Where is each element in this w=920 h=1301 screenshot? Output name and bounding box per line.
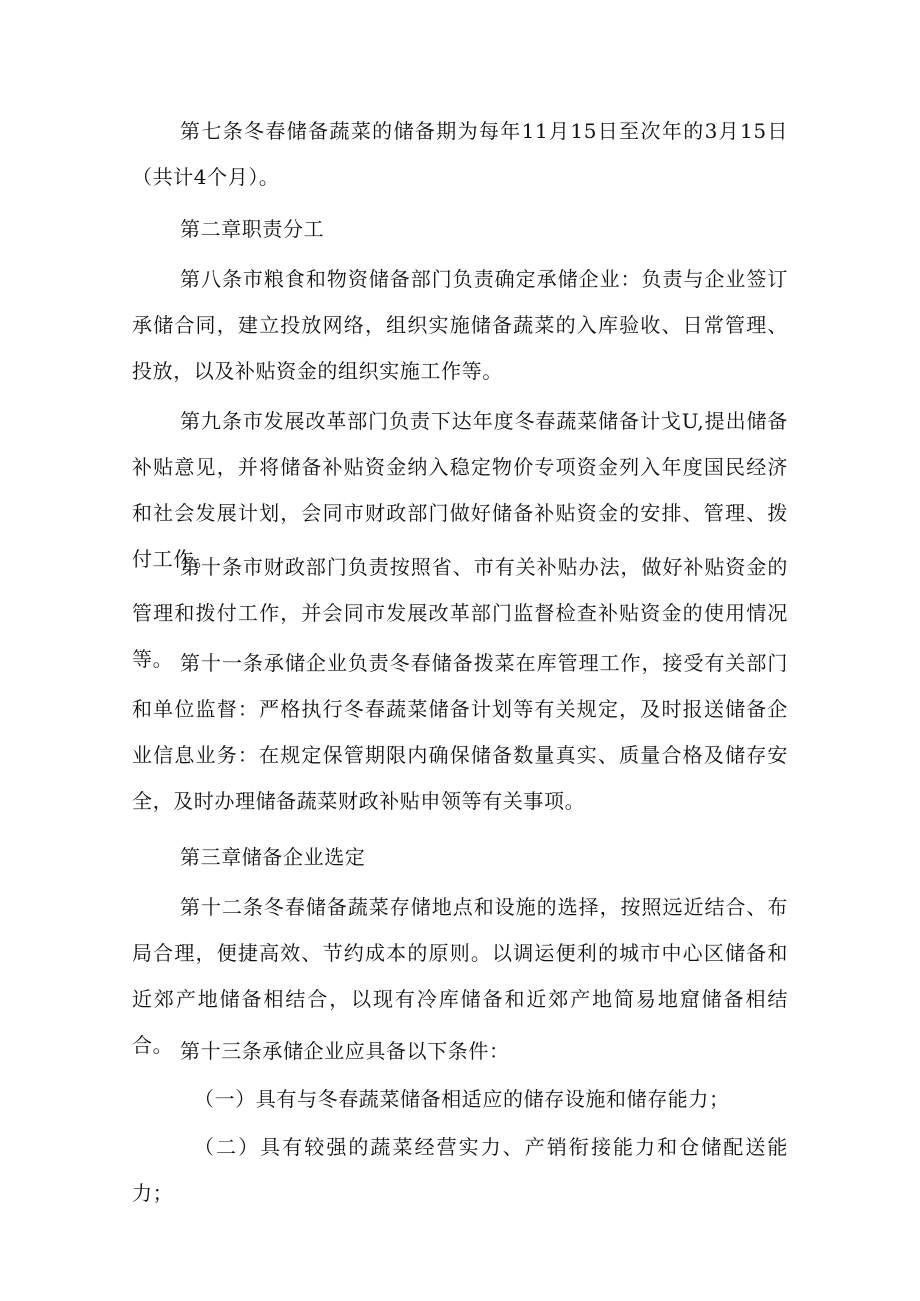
paragraph-article-7: 第七条冬春储备蔬菜的储备期为每年11月15日至次年的3月15日（共计4个月）。 xyxy=(132,119,788,189)
chapter-heading-2: 第二章职责分工 xyxy=(180,217,325,241)
paragraph-article-13: 第十三条承储企业应具备以下条件： xyxy=(180,1039,510,1063)
list-item-condition-1: （一）具有与冬春蔬菜储备相适应的储存设施和储存能力； xyxy=(194,1087,730,1111)
paragraph-article-10: 第十条市财政部门负责按照省、市有关补贴办法，做好补贴资金的管理和拨付工作，并会同市发展改革部门监督检查补贴资金的使用情况等。 xyxy=(132,555,788,671)
paragraph-article-9: 第九条市发展改革部门负责下达年度冬春蔬菜储备计戈U,提出储备补贴意见，并将储备补贴资金纳入稳定物价专项资金列入年度国民经济和社会发展计划，会同市财政部门做好储备补贴资金的安排、管理、拨付工作。 xyxy=(132,409,788,571)
chapter-heading-3: 第三章储备企业选定 xyxy=(180,845,366,869)
paragraph-article-11: 第十一条承储企业负责冬春储备拨菜在库管理工作，接受有关部门和单位监督：严格执行冬春蔬菜储备计划等有关规定，及时报送储备企业信息业务：在规定保管期限内确保储备数量真实、质量合格及储存安全，及时办理储备蔬菜财政补贴申领等有关事项。 xyxy=(132,651,788,813)
paragraph-article-8: 第八条市粮食和物资储备部门负责确定承储企业：负责与企业签订承储合同，建立投放网络，组织实施储备蔬菜的入库验收、日常管理、投放，以及补贴资金的组织实施工作等。 xyxy=(132,267,788,383)
paragraph-article-12: 第十二条冬春储备蔬菜存储地点和设施的选择，按照远近结合、布局合理，便捷高效、节约成本的原则。以调运便利的城市中心区储备和近郊产地储备相结合，以现有冷库储备和近郊产地简易地窟储备相结合。 xyxy=(132,895,788,1057)
list-item-condition-2: （二）具有较强的蔬菜经营实力、产销衔接能力和仓储配送能力； xyxy=(132,1135,788,1205)
